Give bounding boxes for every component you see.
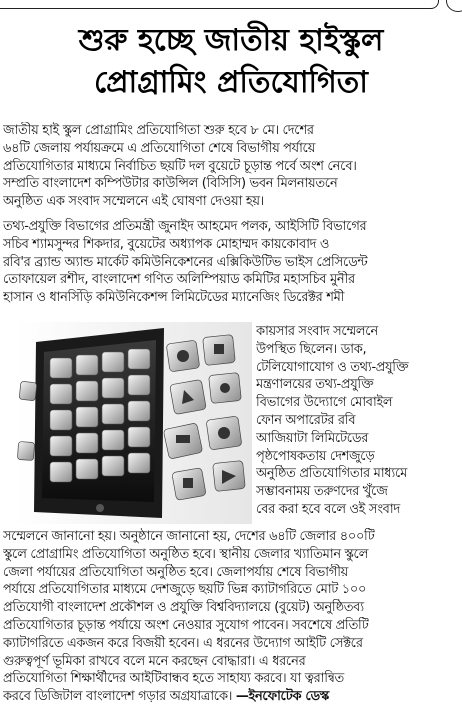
page-corner-ornament [446,0,462,12]
paragraph-3 [3,528,455,706]
smartphone-app-icons-photo [16,322,252,524]
text-line: জাতীয় হাই স্কুল প্রোগ্রামিং প্রতিযোগিতা শুরু হবে ৮ মে। দেশের [3,123,314,138]
text-line: কায়সার সংবাদ সম্মেলনে [256,324,378,339]
text-line: রবি'র ব্র্যান্ড অ্যান্ড মার্কেট কমিউনিকেশনের এক্সিকিউটিভ ভাইস প্রেসিডেন্ট [3,254,368,270]
text-line: প্রতিযোগিতা শিক্ষার্থীদের আইটিবান্ধব হতে সাহায্য করবে। যা ত্বরান্বিত [3,671,344,687]
text-line: সম্প্রতি বাংলাদেশ কম্পিউটার কাউন্সিল (বিসিসি) ভবন মিলনায়তনে [3,176,338,192]
text-line: তোফায়েল রশীদ, বাংলাদেশ গণিত অলিম্পিয়াড কমিটির মহাসচিব মুনীর [3,272,355,288]
page-top-border [0,0,439,9]
byline: —ইনফোটেক ডেস্ক [235,689,329,705]
text-line: পৃষ্ঠপোষকতায় দেশজুড়ে [256,448,375,464]
text-line: অনুষ্ঠিত এক সংবাদ সম্মেলনে এই ঘোষণা দেওয়া হয়। [3,194,264,210]
text-line: ফোন অপারেটর রবি [256,412,356,428]
paragraph-1 [3,122,455,211]
text-line: উপস্থিত ছিলেন। ডাক, [256,341,367,357]
text-line: স্কুলে প্রোগ্রামিং প্রতিযোগিতা অনুষ্ঠিত হবে। স্থানীয় জেলার খ্যাতিমান স্কুলে [3,546,369,562]
headline-line-1: শুরু হচ্ছে জাতীয় হাইস্কুল [78,23,384,58]
text-line: পর্যায়ে প্রতিযোগিতার মাধ্যমে দেশজুড়ে ছয়টি ভিন্ন ক্যাটাগরিতে মোট ১০০ [3,582,367,598]
text-line: জেলা পর্যায়ের প্রতিযোগিতা অনুষ্ঠিত হবে। জেলাপর্যায় শেষে বিভাগীয় [3,564,348,580]
text-line: বিভাগের উদ্যোগে মোবাইল [256,395,393,411]
text-line: ৬৪টি জেলায় পর্যায়ক্রমে এ প্রতিযোগিতা শেষে বিভাগীয় পর্যায়ে [3,140,316,156]
paragraph-2 [3,218,455,307]
text-line: গুরুত্বপূর্ণ ভূমিকা রাখবে বলে মনে করছেন বোদ্ধারা। এ ধরনের [3,653,306,669]
text-line: সচিব শ্যামসুন্দর শিকদার, বুয়েটের অধ্যাপক মোহাম্মদ কায়কোবাদ ও [3,236,330,252]
text-line: সম্মেলনে জানানো হয়। অনুষ্ঠানে জানানো হয়, দেশের ৬৪টি জেলার ৪০০টি [3,529,375,544]
text-line: প্রতিযোগী বাংলাদেশ প্রকৌশল ও প্রযুক্তি বিশ্ববিদ্যালয়ে (বুয়েট) অনুষ্ঠিতব্য [3,600,364,616]
text-line: ক্যাটাগরিতে একজন করে বিজয়ী হবেন। এ ধরনের উদ্যোগ আইটি সেক্টরে [3,635,363,651]
text-line: সম্ভাবনাময় তরুণদের খুঁজে [256,484,388,500]
text-line: বের করা হবে বলে ওই সংবাদ [256,501,400,517]
text-line: প্রতিযোগিতার মাধ্যমে নির্বাচিত ছয়টি দল বুয়েটে চূড়ান্ত পর্বে অংশ নেবে। [3,158,357,174]
text-line: প্রতিযোগিতার চূড়ান্ত পর্যায়ে অংশ নেওয়ার সুযোগ পাবেন। সবশেষে প্রতিটি [3,617,369,633]
text-line: আজিয়াটা লিমিটেডের [256,430,369,446]
closing-sentence: করবে ডিজিটাল বাংলাদেশ গড়ার অগ্রযাত্রাকে। [3,689,233,705]
headline-line-2: প্রোগ্রামিং প্রতিযোগিতা [93,65,368,100]
text-line: মন্ত্রণালয়ের তথ্য-প্রযুক্তি [256,377,374,393]
text-line-last [3,688,455,706]
side-column-text [256,323,456,519]
text-line: অনুষ্ঠিত প্রতিযোগিতার মাধ্যমে [256,466,408,482]
phone-illustration [16,322,252,524]
text-line: হাসান ও ধানসিঁড়ি কমিউনিকেশন্স লিমিটেডের ম্যানেজিং ডিরেক্টর শমী [3,290,345,306]
text-line: তথ্য-প্রযুক্তি বিভাগের প্রতিমন্ত্রী জুনাইদ আহমেদ পলক, আইসিটি বিভাগের [3,219,367,234]
text-line: টেলিযোগাযোগ ও তথ্য-প্রযুক্তি [256,359,409,375]
